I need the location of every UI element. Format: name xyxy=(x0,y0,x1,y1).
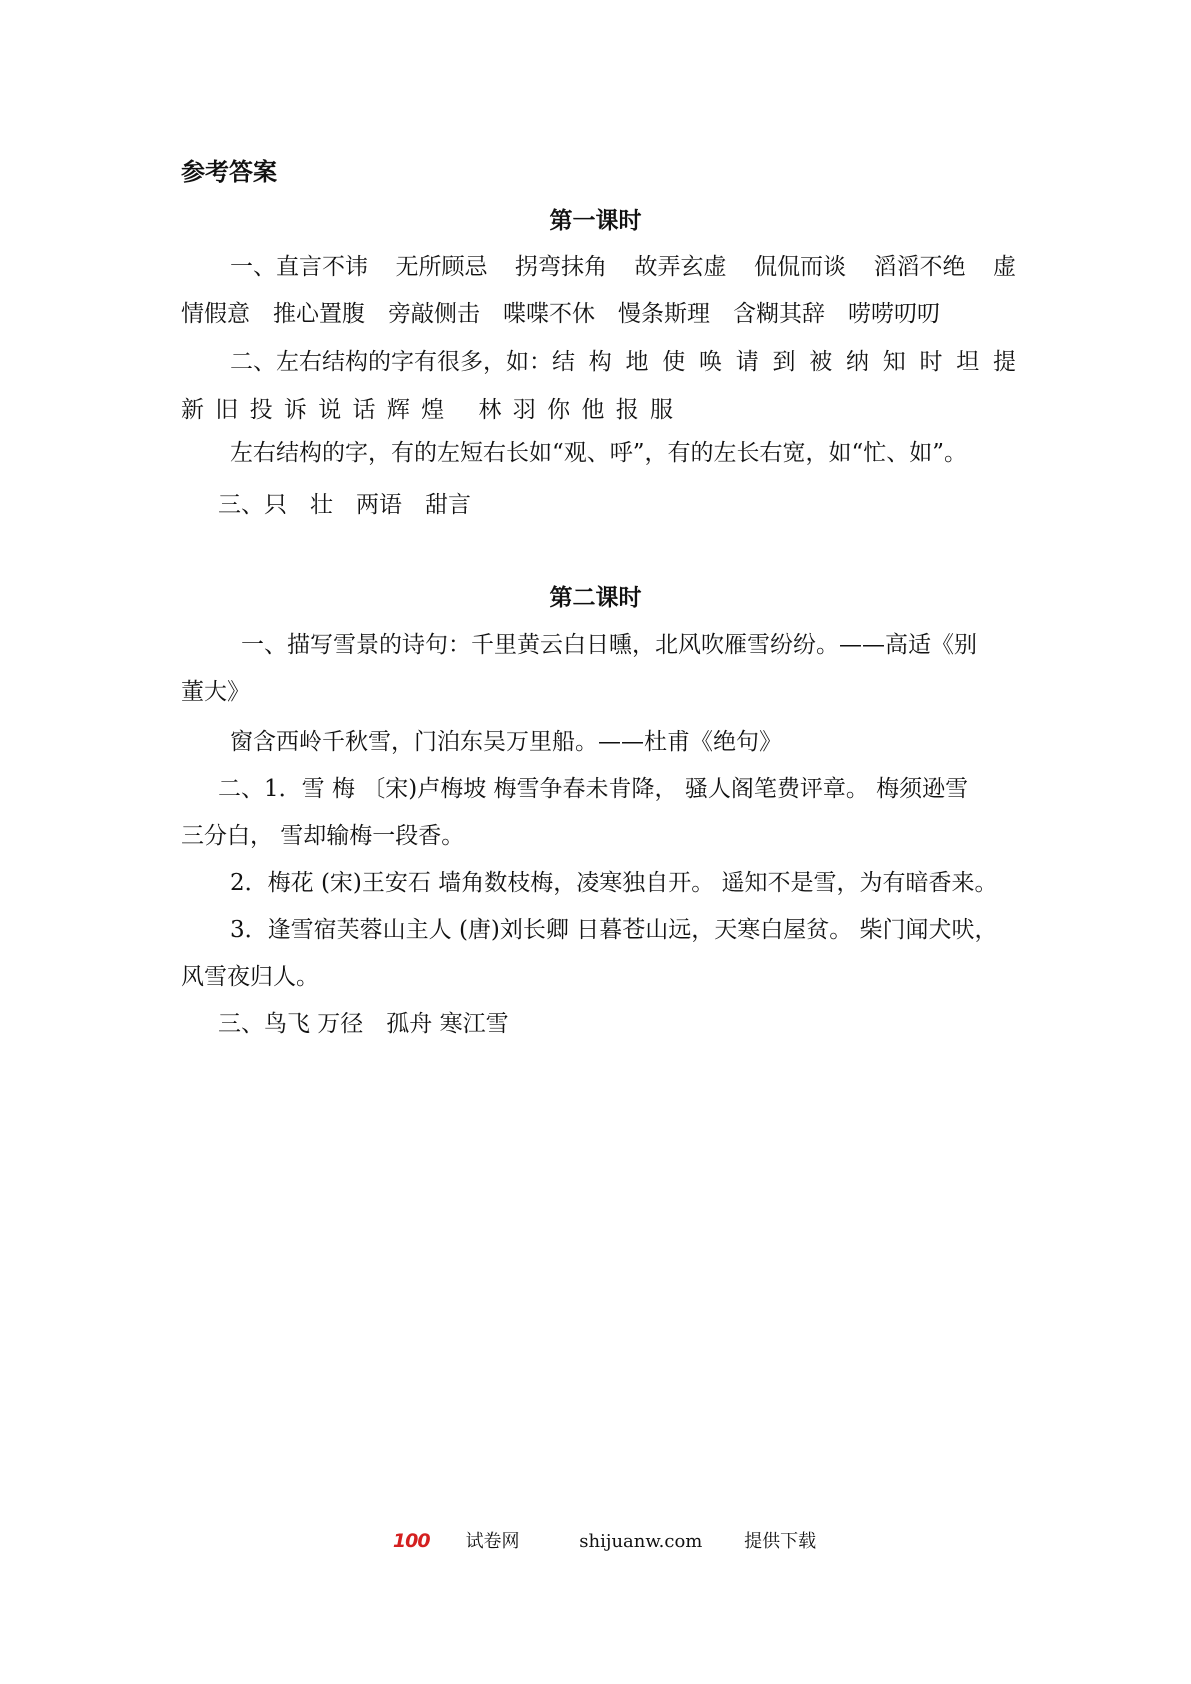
char: 使 xyxy=(662,349,686,375)
lesson2-q2-3-line1: 3．逢雪宿芙蓉山主人 (唐)刘长卿 日暮苍山远，天寒白屋贫。 柴门闻犬吠， xyxy=(230,917,998,943)
footer xyxy=(0,1527,1191,1553)
lesson2-q3: 三、鸟飞 万径 孤舟 寒江雪 xyxy=(218,1011,509,1037)
lesson2-q2-1-line1: 二、1．雪 梅 〔宋)卢梅坡 梅雪争春未肯降， 骚人阁笔费评章。 梅须逊雪 xyxy=(218,776,969,802)
site-logo xyxy=(375,1531,538,1552)
char: 被 xyxy=(809,349,833,375)
lesson2-q1-line3: 窗含西岭千秋雪，门泊东吴万里船。——杜甫《绝句》 xyxy=(230,729,782,755)
char: 到 xyxy=(772,349,796,375)
logo-number: 100 xyxy=(392,1530,430,1552)
lesson2-title: 第二课时 xyxy=(549,585,642,611)
lesson2-q2-3-line2: 风雪夜归人。 xyxy=(181,964,319,990)
lesson1-q2-line1 xyxy=(230,343,1016,376)
char: 时 xyxy=(919,349,943,375)
lesson2-q2-1-line2: 三分白， 雪却输梅一段香。 xyxy=(181,823,465,849)
lesson1-q2-note: 左右结构的字，有的左短右长如“观、呼”，有的左长右宽，如“忙、如”。 xyxy=(230,440,968,466)
q2-lead: 二、左右结构的字有很多，如：结 xyxy=(230,349,575,375)
char: 请 xyxy=(735,349,759,375)
lesson1-q1-line1 xyxy=(230,248,1016,281)
lesson2-q2-2: 2．梅花 (宋)王安石 墙角数枝梅，凌寒独自开。 遥知不是雪，为有暗香来。 xyxy=(230,870,998,896)
char: 构 xyxy=(588,349,612,375)
logo-text: 试卷网 xyxy=(465,1531,520,1552)
char: 坦 xyxy=(956,349,980,375)
page-heading: 参考答案 xyxy=(181,158,277,186)
char: 知 xyxy=(882,349,906,375)
idiom: 无所顾忌 xyxy=(395,254,488,280)
idiom: 侃侃而谈 xyxy=(754,254,846,280)
idiom: 故弄玄虚 xyxy=(634,254,727,280)
idiom: 一、直言不讳 xyxy=(230,254,368,280)
lesson1-q1-line2: 情假意 推心置腹 旁敲侧击 喋喋不休 慢条斯理 含糊其辞 唠唠叨叨 xyxy=(181,301,940,327)
lesson1-title: 第一课时 xyxy=(549,208,642,234)
site-url[interactable]: shijuanw.com xyxy=(579,1531,703,1552)
char: 提 xyxy=(993,349,1016,375)
lesson2-q1-line2: 董大》 xyxy=(181,679,250,705)
lesson1-q2-line2: 新 旧 投 诉 说 话 辉 煌 林 羽 你 他 报 服 xyxy=(181,397,674,423)
idiom: 拐弯抹角 xyxy=(515,254,607,280)
lesson1-q3: 三、只 壮 两语 甜言 xyxy=(218,492,471,518)
char: 纳 xyxy=(846,349,869,375)
char: 地 xyxy=(625,349,649,375)
idiom: 虚 xyxy=(993,254,1016,280)
footer-tagline: 提供下载 xyxy=(744,1531,817,1552)
idiom: 滔滔不绝 xyxy=(873,254,966,280)
char: 唤 xyxy=(699,349,722,375)
lesson2-q1-line1: 一、描写雪景的诗句：千里黄云白日曛，北风吹雁雪纷纷。——高适《别 xyxy=(241,632,977,658)
